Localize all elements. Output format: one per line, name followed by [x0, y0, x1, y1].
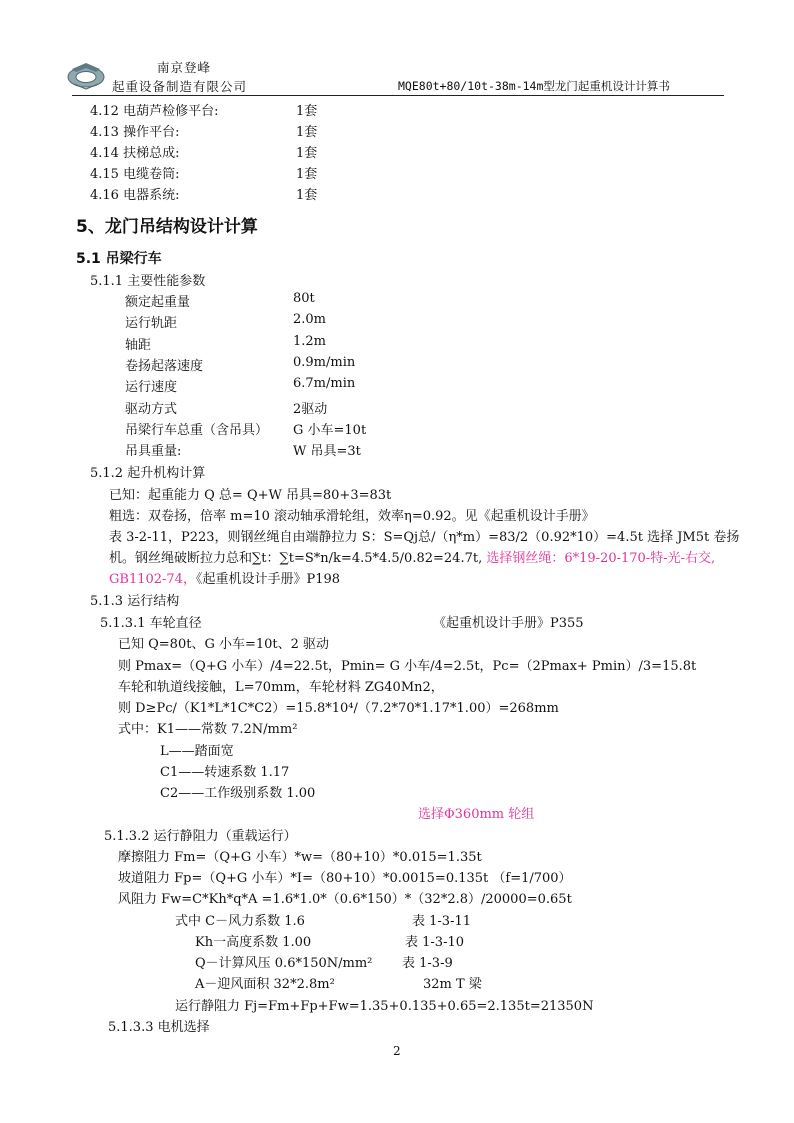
calc-line: 粗选：双卷扬，倍率 m=10 滚动轴承滑轮组，效率η=0.92。见《起重机设计手册》: [109, 509, 595, 524]
manual-ref: 《起重机设计手册》P198: [195, 572, 341, 587]
param-value: 6.7m/min: [293, 376, 356, 391]
calc-line: 式中 C－风力系数 1.6: [175, 914, 305, 929]
document-title: MQE80t+80/10t-38m-14m型龙门起重机设计计算书: [398, 79, 670, 93]
calc-line: 已知：起重能力 Q 总= Q+W 吊具=80+3=83t: [109, 488, 392, 503]
calc-line: 式中：K1——常数 7.2N/mm²: [118, 722, 298, 737]
calc-line: C1——转速系数 1.17: [160, 765, 290, 780]
company-name-line1: 南京登峰: [157, 60, 212, 75]
item-qty: 1套: [296, 104, 318, 119]
item-number: 4.13: [90, 125, 119, 140]
item-number: 4.15: [90, 167, 119, 182]
list-item: [90, 100, 218, 119]
calc-line: 则 Pmax=（Q+G 小车）/4=22.5t，Pmin= G 小车/4=2.5t，Pc=（2Pmax+ Pmin）/3=15.8t: [118, 659, 697, 674]
company-logo-icon: [66, 60, 106, 90]
list-item: [90, 142, 179, 161]
item-qty: 1套: [296, 188, 318, 203]
table-ref: 表 1-3-9: [402, 956, 453, 971]
item-name: 电器系统:: [123, 188, 180, 203]
item-name: 操作平台:: [123, 125, 180, 140]
calc-line: 风阻力 Fw=C*Kh*q*A =1.6*1.0*（0.6*150）*（32*2.8）/20000=0.65t: [118, 892, 572, 907]
calc-line: [109, 547, 715, 566]
param-value: G 小车=10t: [293, 423, 367, 438]
calc-line: [109, 568, 340, 587]
wheel-choice: 选择Φ360mm 轮组: [418, 807, 535, 822]
calc-line: C2——工作级别系数 1.00: [160, 786, 316, 801]
param-value: 0.9m/min: [293, 355, 356, 370]
item-number: 4.14: [90, 146, 119, 161]
param-value: 2.0m: [293, 312, 327, 327]
list-item: [90, 163, 179, 182]
param-label: 运行速度: [125, 380, 178, 395]
item-number: 4.16: [90, 188, 119, 203]
item-name: 电葫芦检修平台:: [123, 104, 219, 119]
param-label: 驱动方式: [125, 402, 178, 417]
param-value: W 吊具=3t: [293, 444, 361, 459]
subsection-heading-5-1-1: 5.1.1 主要性能参数: [90, 274, 206, 289]
list-item: [90, 121, 179, 140]
subsection-heading-5-1-2: 5.1.2 起升机构计算: [90, 466, 206, 481]
company-name-line2: 起重设备制造有限公司: [112, 79, 248, 94]
param-value: 1.2m: [293, 334, 327, 349]
subsection-heading-5-1-3-3: 5.1.3.3 电机选择: [108, 1020, 210, 1035]
table-ref: 32m T 梁: [423, 977, 482, 992]
calc-text: 机。钢丝绳破断拉力总和∑t：∑t=S*n/k=4.5*4.5/0.82=24.7t,: [109, 551, 483, 566]
param-label: 运行轨距: [125, 316, 178, 331]
page-number: 2: [393, 1044, 401, 1058]
item-name: 扶梯总成:: [123, 146, 180, 161]
calc-line: 运行静阻力 Fj=Fm+Fp+Fw=1.35+0.135+0.65=2.135t=21350N: [175, 999, 594, 1014]
param-value: 2驱动: [293, 402, 328, 417]
calc-line: A－迎风面积 32*2.8m²: [195, 977, 335, 992]
param-label: 轴距: [125, 338, 152, 353]
section-heading-5: 5、龙门吊结构设计计算: [76, 217, 258, 237]
calc-line: 则 D≥Pc/（K1*L*1C*C2）=15.8*10⁴/（7.2*70*1.17*1.00）=268mm: [118, 701, 559, 716]
calc-line: Kh一高度系数 1.00: [195, 935, 312, 950]
calc-line: 车轮和轨道线接触，L=70mm，车轮材料 ZG40Mn2，: [118, 680, 444, 695]
subsection-heading-5-1-3: 5.1.3 运行结构: [90, 594, 180, 609]
item-qty: 1套: [296, 167, 318, 182]
section-heading-5-1: 5.1 吊梁行车: [76, 251, 162, 267]
list-item: [90, 184, 179, 203]
header-divider: [72, 95, 724, 96]
param-label: 卷扬起落速度: [125, 359, 204, 374]
calc-line: 表 3-2-11，P223，则钢丝绳自由端静拉力 S：S=Qj总/（η*m）=83/2（0.92*10）=4.5t 选择 JM5t 卷扬: [109, 530, 740, 545]
manual-ref: 《起重机设计手册》P355: [433, 616, 584, 631]
param-label: 额定起重量: [125, 295, 191, 310]
item-qty: 1套: [296, 125, 318, 140]
item-name: 电缆卷筒:: [123, 167, 180, 182]
item-qty: 1套: [296, 146, 318, 161]
param-label: 吊具重量:: [125, 444, 182, 459]
calc-line: 摩擦阻力 Fm=（Q+G 小车）*w=（80+10）*0.015=1.35t: [118, 850, 482, 865]
subsection-heading-5-1-3-2: 5.1.3.2 运行静阻力（重载运行）: [104, 829, 297, 844]
calc-line: Q－计算风压 0.6*150N/mm²: [195, 956, 373, 971]
param-value: 80t: [293, 291, 315, 306]
wire-rope-choice: 选择钢丝绳：6*19-20-170-特-光-右交,: [486, 551, 716, 566]
subsection-heading-5-1-3-1: 5.1.3.1 车轮直径: [100, 616, 202, 631]
table-ref: 表 1-3-11: [412, 914, 472, 929]
item-number: 4.12: [90, 104, 119, 119]
standard-ref: GB1102-74，: [109, 572, 196, 587]
calc-line: L——踏面宽: [160, 744, 234, 759]
calc-line: 已知 Q=80t、G 小车=10t、2 驱动: [118, 637, 330, 652]
param-label: 吊梁行车总重（含吊具）: [125, 423, 269, 438]
table-ref: 表 1-3-10: [405, 935, 465, 950]
calc-line: 坡道阻力 Fp=（Q+G 小车）*I=（80+10）*0.0015=0.135t （f=1/700）: [118, 871, 572, 886]
